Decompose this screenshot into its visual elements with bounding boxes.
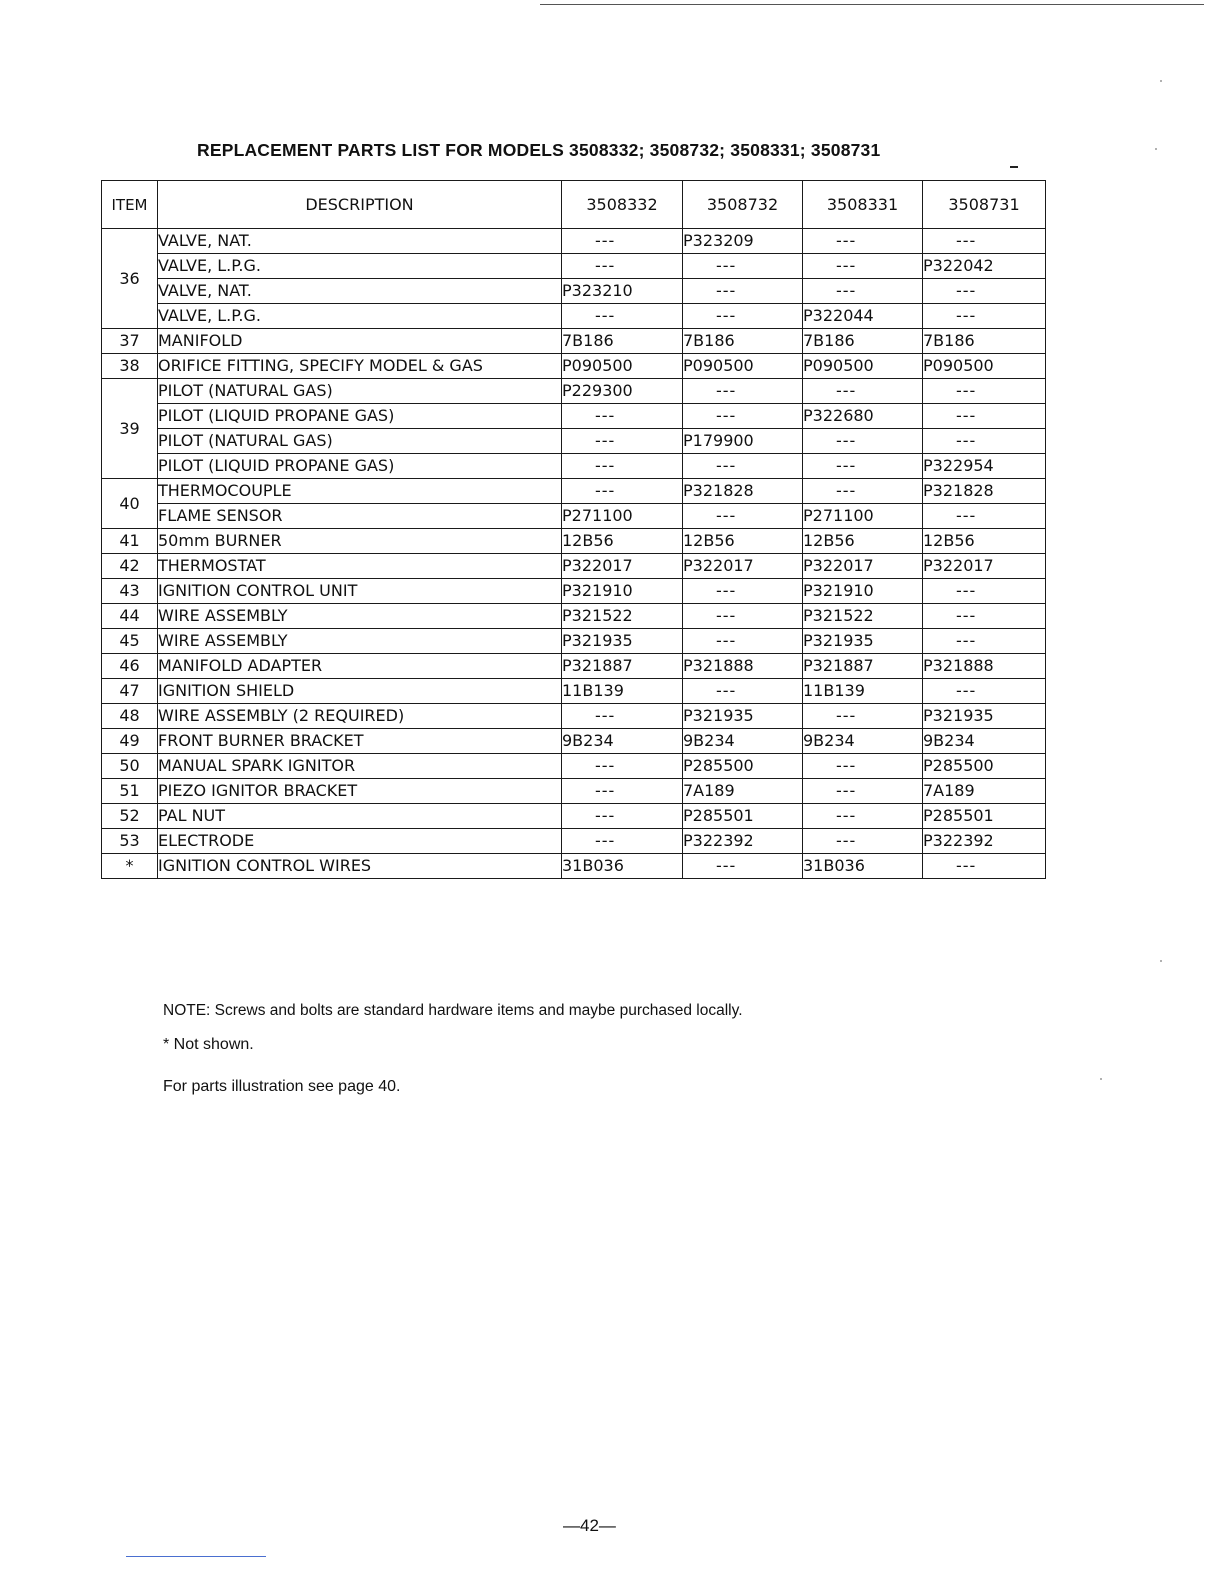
table-row: [102, 579, 1046, 604]
part-number-cell-model-4: 7A189: [923, 779, 1046, 804]
part-number-cell-model-4: P321828: [923, 479, 1046, 504]
part-number-cell-model-2: P322017: [683, 554, 803, 579]
description-cell: WIRE ASSEMBLY: [158, 629, 562, 654]
description-cell: VALVE, L.P.G.: [158, 254, 562, 279]
part-number-cell-model-1: P271100: [562, 504, 683, 529]
part-number-cell-model-4: ---: [923, 679, 1046, 704]
item-number-cell: 45: [102, 629, 158, 654]
part-number-cell-model-3: P321935: [803, 629, 923, 654]
table-row: [102, 329, 1046, 354]
part-number-cell-model-2: P285500: [683, 754, 803, 779]
part-number-cell-model-1: ---: [562, 704, 683, 729]
part-number-cell-model-4: ---: [923, 404, 1046, 429]
description-cell: PILOT (LIQUID PROPANE GAS): [158, 404, 562, 429]
table-row: [102, 604, 1046, 629]
description-cell: PIEZO IGNITOR BRACKET: [158, 779, 562, 804]
part-number-cell-model-4: ---: [923, 279, 1046, 304]
item-number-cell: 42: [102, 554, 158, 579]
part-number-cell-model-2: P322392: [683, 829, 803, 854]
description-cell: IGNITION CONTROL WIRES: [158, 854, 562, 879]
title-mark: [1010, 166, 1018, 168]
part-number-cell-model-2: ---: [683, 604, 803, 629]
item-number-cell: 53: [102, 829, 158, 854]
table-row: [102, 429, 1046, 454]
description-cell: VALVE, NAT.: [158, 279, 562, 304]
hardware-note: NOTE: Screws and bolts are standard hardware items and maybe purchased locally.: [163, 1002, 743, 1019]
part-number-cell-model-4: ---: [923, 429, 1046, 454]
item-number-cell: 38: [102, 354, 158, 379]
part-number-cell-model-2: ---: [683, 679, 803, 704]
part-number-cell-model-1: 11B139: [562, 679, 683, 704]
part-number-cell-model-4: ---: [923, 379, 1046, 404]
description-cell: PILOT (NATURAL GAS): [158, 429, 562, 454]
table-row: [102, 379, 1046, 404]
part-number-cell-model-4: ---: [923, 304, 1046, 329]
part-number-cell-model-1: ---: [562, 779, 683, 804]
scan-speck: [1100, 1078, 1102, 1080]
part-number-cell-model-2: ---: [683, 629, 803, 654]
part-number-cell-model-2: ---: [683, 379, 803, 404]
table-row: [102, 729, 1046, 754]
table-row: [102, 654, 1046, 679]
description-cell: MANUAL SPARK IGNITOR: [158, 754, 562, 779]
table-row: [102, 554, 1046, 579]
part-number-cell-model-1: ---: [562, 229, 683, 254]
part-number-cell-model-3: P322017: [803, 554, 923, 579]
part-number-cell-model-2: ---: [683, 454, 803, 479]
item-number-cell: 47: [102, 679, 158, 704]
part-number-cell-model-4: P285501: [923, 804, 1046, 829]
part-number-cell-model-3: P321910: [803, 579, 923, 604]
header-model-2: 3508732: [683, 181, 803, 229]
part-number-cell-model-4: ---: [923, 604, 1046, 629]
part-number-cell-model-1: ---: [562, 754, 683, 779]
part-number-cell-model-2: 12B56: [683, 529, 803, 554]
table-row: [102, 629, 1046, 654]
description-cell: PILOT (NATURAL GAS): [158, 379, 562, 404]
scan-speck: [1160, 960, 1162, 962]
part-number-cell-model-1: ---: [562, 404, 683, 429]
description-cell: IGNITION CONTROL UNIT: [158, 579, 562, 604]
description-cell: WIRE ASSEMBLY (2 REQUIRED): [158, 704, 562, 729]
part-number-cell-model-4: ---: [923, 629, 1046, 654]
table-row: [102, 454, 1046, 479]
part-number-cell-model-4: P321935: [923, 704, 1046, 729]
header-model-1: 3508332: [562, 181, 683, 229]
item-number-cell: 46: [102, 654, 158, 679]
scan-speck: [1160, 80, 1162, 82]
part-number-cell-model-3: ---: [803, 229, 923, 254]
not-shown-note: * Not shown.: [163, 1036, 254, 1053]
item-number-cell: 49: [102, 729, 158, 754]
part-number-cell-model-3: ---: [803, 804, 923, 829]
part-number-cell-model-1: 12B56: [562, 529, 683, 554]
part-number-cell-model-4: P322954: [923, 454, 1046, 479]
part-number-cell-model-3: ---: [803, 429, 923, 454]
item-number-cell: 36: [102, 229, 158, 329]
item-number-cell: 51: [102, 779, 158, 804]
part-number-cell-model-3: 7B186: [803, 329, 923, 354]
page-number: —42—: [563, 1516, 616, 1535]
part-number-cell-model-1: ---: [562, 479, 683, 504]
description-cell: FLAME SENSOR: [158, 504, 562, 529]
description-cell: VALVE, L.P.G.: [158, 304, 562, 329]
part-number-cell-model-3: ---: [803, 704, 923, 729]
part-number-cell-model-3: ---: [803, 829, 923, 854]
part-number-cell-model-1: P321522: [562, 604, 683, 629]
table-row: [102, 279, 1046, 304]
part-number-cell-model-4: P322042: [923, 254, 1046, 279]
part-number-cell-model-3: ---: [803, 379, 923, 404]
part-number-cell-model-2: 9B234: [683, 729, 803, 754]
part-number-cell-model-3: ---: [803, 454, 923, 479]
item-number-cell: 52: [102, 804, 158, 829]
top-scan-rule: [540, 4, 1204, 5]
part-number-cell-model-2: ---: [683, 304, 803, 329]
part-number-cell-model-3: ---: [803, 779, 923, 804]
part-number-cell-model-3: P271100: [803, 504, 923, 529]
part-number-cell-model-2: P179900: [683, 429, 803, 454]
part-number-cell-model-4: P090500: [923, 354, 1046, 379]
part-number-cell-model-3: P321522: [803, 604, 923, 629]
table-row: [102, 404, 1046, 429]
part-number-cell-model-2: ---: [683, 279, 803, 304]
parts-table: [101, 180, 1046, 879]
item-number-cell: *: [102, 854, 158, 879]
table-row: [102, 254, 1046, 279]
table-row: [102, 829, 1046, 854]
part-number-cell-model-3: ---: [803, 279, 923, 304]
item-number-cell: 40: [102, 479, 158, 529]
page-title: REPLACEMENT PARTS LIST FOR MODELS 3508332; 3508732; 3508331; 3508731: [197, 140, 881, 160]
table-row: [102, 354, 1046, 379]
header-model-4: 3508731: [923, 181, 1046, 229]
part-number-cell-model-2: ---: [683, 579, 803, 604]
part-number-cell-model-1: 31B036: [562, 854, 683, 879]
part-number-cell-model-2: P321935: [683, 704, 803, 729]
header-item: ITEM: [102, 181, 158, 229]
part-number-cell-model-4: 7B186: [923, 329, 1046, 354]
description-cell: VALVE, NAT.: [158, 229, 562, 254]
part-number-cell-model-3: 12B56: [803, 529, 923, 554]
part-number-cell-model-4: P322017: [923, 554, 1046, 579]
parts-table-body: [102, 229, 1046, 879]
description-cell: ELECTRODE: [158, 829, 562, 854]
part-number-cell-model-3: P090500: [803, 354, 923, 379]
description-cell: WIRE ASSEMBLY: [158, 604, 562, 629]
part-number-cell-model-2: P090500: [683, 354, 803, 379]
table-row: [102, 529, 1046, 554]
part-number-cell-model-4: 12B56: [923, 529, 1046, 554]
bottom-rule: [126, 1556, 266, 1557]
description-cell: MANIFOLD ADAPTER: [158, 654, 562, 679]
part-number-cell-model-2: ---: [683, 854, 803, 879]
description-cell: THERMOCOUPLE: [158, 479, 562, 504]
part-number-cell-model-1: P229300: [562, 379, 683, 404]
part-number-cell-model-3: P321887: [803, 654, 923, 679]
part-number-cell-model-1: P321887: [562, 654, 683, 679]
part-number-cell-model-3: ---: [803, 754, 923, 779]
part-number-cell-model-1: P321935: [562, 629, 683, 654]
description-cell: MANIFOLD: [158, 329, 562, 354]
part-number-cell-model-1: 9B234: [562, 729, 683, 754]
illustration-note: For parts illustration see page 40.: [163, 1078, 401, 1095]
part-number-cell-model-3: 9B234: [803, 729, 923, 754]
table-row: [102, 504, 1046, 529]
item-number-cell: 43: [102, 579, 158, 604]
part-number-cell-model-1: ---: [562, 804, 683, 829]
table-row: [102, 479, 1046, 504]
table-row: [102, 779, 1046, 804]
item-number-cell: 41: [102, 529, 158, 554]
part-number-cell-model-2: ---: [683, 404, 803, 429]
part-number-cell-model-2: ---: [683, 254, 803, 279]
part-number-cell-model-4: ---: [923, 504, 1046, 529]
description-cell: 50mm BURNER: [158, 529, 562, 554]
item-number-cell: 44: [102, 604, 158, 629]
part-number-cell-model-3: ---: [803, 254, 923, 279]
part-number-cell-model-2: P323209: [683, 229, 803, 254]
part-number-cell-model-3: ---: [803, 479, 923, 504]
part-number-cell-model-2: 7B186: [683, 329, 803, 354]
table-header-row: [102, 181, 1046, 229]
part-number-cell-model-2: P321828: [683, 479, 803, 504]
part-number-cell-model-4: ---: [923, 229, 1046, 254]
part-number-cell-model-3: 31B036: [803, 854, 923, 879]
part-number-cell-model-2: P285501: [683, 804, 803, 829]
part-number-cell-model-1: ---: [562, 254, 683, 279]
part-number-cell-model-3: 11B139: [803, 679, 923, 704]
part-number-cell-model-1: 7B186: [562, 329, 683, 354]
item-number-cell: 39: [102, 379, 158, 479]
table-row: [102, 304, 1046, 329]
part-number-cell-model-1: P323210: [562, 279, 683, 304]
description-cell: FRONT BURNER BRACKET: [158, 729, 562, 754]
part-number-cell-model-3: P322680: [803, 404, 923, 429]
table-row: [102, 704, 1046, 729]
header-model-3: 3508331: [803, 181, 923, 229]
table-row: [102, 754, 1046, 779]
part-number-cell-model-1: P090500: [562, 354, 683, 379]
description-cell: ORIFICE FITTING, SPECIFY MODEL & GAS: [158, 354, 562, 379]
part-number-cell-model-1: P321910: [562, 579, 683, 604]
table-row: [102, 229, 1046, 254]
description-cell: IGNITION SHIELD: [158, 679, 562, 704]
part-number-cell-model-2: 7A189: [683, 779, 803, 804]
part-number-cell-model-3: P322044: [803, 304, 923, 329]
table-row: [102, 804, 1046, 829]
part-number-cell-model-1: P322017: [562, 554, 683, 579]
item-number-cell: 37: [102, 329, 158, 354]
part-number-cell-model-4: 9B234: [923, 729, 1046, 754]
part-number-cell-model-2: P321888: [683, 654, 803, 679]
description-cell: THERMOSTAT: [158, 554, 562, 579]
part-number-cell-model-2: ---: [683, 504, 803, 529]
part-number-cell-model-4: P285500: [923, 754, 1046, 779]
part-number-cell-model-1: ---: [562, 304, 683, 329]
part-number-cell-model-1: ---: [562, 829, 683, 854]
item-number-cell: 50: [102, 754, 158, 779]
table-row: [102, 854, 1046, 879]
part-number-cell-model-4: ---: [923, 854, 1046, 879]
table-row: [102, 679, 1046, 704]
part-number-cell-model-4: ---: [923, 579, 1046, 604]
part-number-cell-model-1: ---: [562, 429, 683, 454]
description-cell: PILOT (LIQUID PROPANE GAS): [158, 454, 562, 479]
item-number-cell: 48: [102, 704, 158, 729]
part-number-cell-model-4: P322392: [923, 829, 1046, 854]
header-description: DESCRIPTION: [158, 181, 562, 229]
part-number-cell-model-4: P321888: [923, 654, 1046, 679]
scan-speck: [1155, 148, 1157, 150]
description-cell: PAL NUT: [158, 804, 562, 829]
part-number-cell-model-1: ---: [562, 454, 683, 479]
